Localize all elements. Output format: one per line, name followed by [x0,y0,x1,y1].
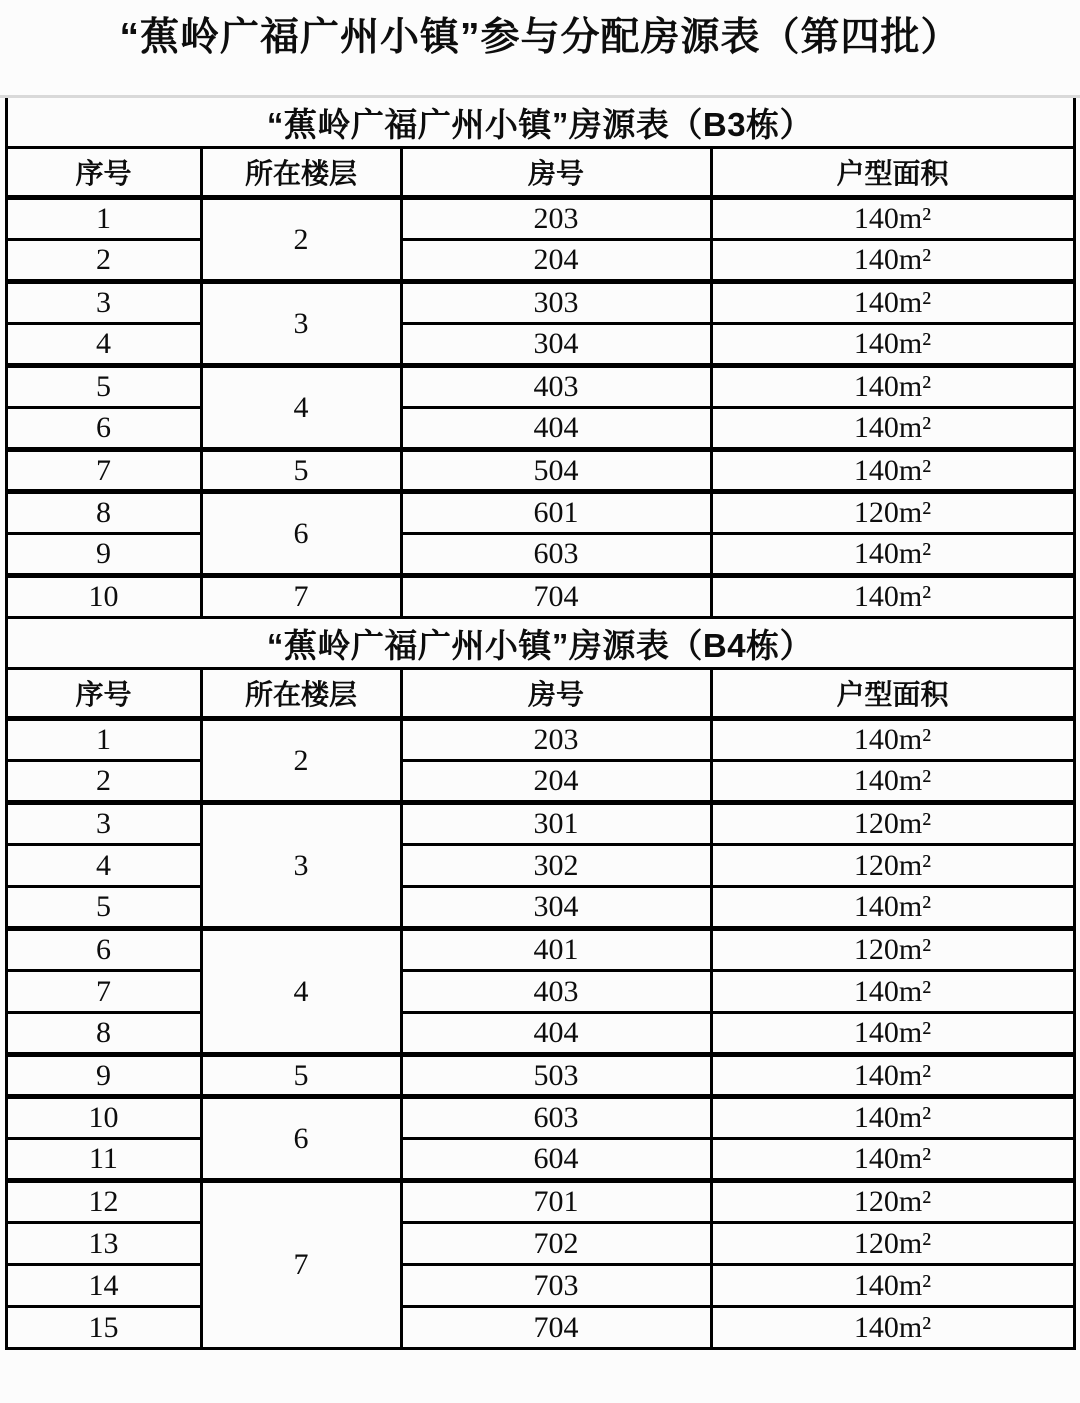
column-header-row [6,669,1074,719]
seq-cell: 4 [6,845,201,887]
room-cell: 302 [401,845,711,887]
table-row [6,240,1074,282]
area-cell: 140m² [711,1055,1074,1097]
room-cell: 603 [401,534,711,576]
area-cell: 120m² [711,803,1074,845]
room-cell: 601 [401,492,711,534]
room-cell: 404 [401,408,711,450]
table-row [6,450,1074,492]
seq-cell: 6 [6,408,201,450]
floor-cell: 3 [201,282,401,366]
area-cell: 140m² [711,366,1074,408]
area-cell: 120m² [711,929,1074,971]
room-cell: 203 [401,198,711,240]
room-cell: 404 [401,1013,711,1055]
area-cell: 120m² [711,845,1074,887]
table-row [6,198,1074,240]
housing-table-b4 [5,616,1076,1350]
seq-cell: 2 [6,761,201,803]
section-title-row [6,618,1074,669]
table-row [6,366,1074,408]
room-cell: 401 [401,929,711,971]
area-cell: 140m² [711,1097,1074,1139]
area-cell: 140m² [711,1307,1074,1349]
table-row [6,1307,1074,1349]
area-cell: 140m² [711,576,1074,618]
table-row [6,1139,1074,1181]
seq-cell: 9 [6,534,201,576]
column-header-row [6,148,1074,198]
room-cell: 603 [401,1097,711,1139]
area-cell: 140m² [711,719,1074,761]
table-row [6,803,1074,845]
room-cell: 304 [401,324,711,366]
seq-cell: 10 [6,576,201,618]
room-cell: 301 [401,803,711,845]
seq-cell: 5 [6,366,201,408]
floor-cell: 4 [201,366,401,450]
area-cell: 140m² [711,282,1074,324]
table-row [6,534,1074,576]
area-cell: 140m² [711,971,1074,1013]
seq-cell: 6 [6,929,201,971]
area-cell: 140m² [711,1265,1074,1307]
area-cell: 140m² [711,1139,1074,1181]
column-header: 所在楼层 [201,669,401,719]
room-cell: 704 [401,1307,711,1349]
room-cell: 304 [401,887,711,929]
column-header: 房号 [401,148,711,198]
seq-cell: 1 [6,719,201,761]
seq-cell: 12 [6,1181,201,1223]
seq-cell: 2 [6,240,201,282]
room-cell: 203 [401,719,711,761]
housing-table-b3 [5,98,1076,619]
room-cell: 604 [401,1139,711,1181]
column-header: 户型面积 [711,669,1074,719]
section-title-b4: “蕉岭广福广州小镇”房源表（B4栋） [6,618,1074,669]
table-row [6,1181,1074,1223]
table-row [6,408,1074,450]
table-row [6,1055,1074,1097]
floor-cell: 5 [201,450,401,492]
seq-cell: 3 [6,282,201,324]
table-row [6,887,1074,929]
seq-cell: 8 [6,1013,201,1055]
room-cell: 403 [401,366,711,408]
column-header: 序号 [6,669,201,719]
seq-cell: 7 [6,971,201,1013]
room-cell: 701 [401,1181,711,1223]
room-cell: 703 [401,1265,711,1307]
floor-cell: 7 [201,1181,401,1349]
table-row [6,1265,1074,1307]
area-cell: 140m² [711,408,1074,450]
room-cell: 303 [401,282,711,324]
floor-cell: 6 [201,1097,401,1181]
room-cell: 702 [401,1223,711,1265]
area-cell: 140m² [711,1013,1074,1055]
floor-cell: 6 [201,492,401,576]
seq-cell: 7 [6,450,201,492]
floor-cell: 4 [201,929,401,1055]
room-cell: 204 [401,761,711,803]
table-row [6,845,1074,887]
seq-cell: 8 [6,492,201,534]
room-cell: 204 [401,240,711,282]
table-row [6,576,1074,618]
section-title-row [6,98,1074,148]
floor-cell: 7 [201,576,401,618]
seq-cell: 15 [6,1307,201,1349]
area-cell: 120m² [711,1223,1074,1265]
page-title: “蕉岭广福广州小镇”参与分配房源表（第四批） [119,16,961,59]
table-row [6,1097,1074,1139]
floor-cell: 5 [201,1055,401,1097]
table-row [6,1223,1074,1265]
table-row [6,761,1074,803]
seq-cell: 4 [6,324,201,366]
floor-cell: 2 [201,719,401,803]
seq-cell: 10 [6,1097,201,1139]
area-cell: 140m² [711,761,1074,803]
table-row [6,282,1074,324]
area-cell: 140m² [711,240,1074,282]
seq-cell: 13 [6,1223,201,1265]
table-row [6,971,1074,1013]
seq-cell: 14 [6,1265,201,1307]
seq-cell: 3 [6,803,201,845]
table-row [6,324,1074,366]
column-header: 户型面积 [711,148,1074,198]
seq-cell: 1 [6,198,201,240]
table-row [6,1013,1074,1055]
area-cell: 140m² [711,534,1074,576]
room-cell: 504 [401,450,711,492]
area-cell: 140m² [711,887,1074,929]
area-cell: 140m² [711,324,1074,366]
table-row [6,929,1074,971]
room-cell: 704 [401,576,711,618]
table-row [6,719,1074,761]
table-row [6,492,1074,534]
section-title-b3: “蕉岭广福广州小镇”房源表（B3栋） [6,98,1074,148]
column-header: 序号 [6,148,201,198]
area-cell: 120m² [711,1181,1074,1223]
room-cell: 503 [401,1055,711,1097]
floor-cell: 3 [201,803,401,929]
floor-cell: 2 [201,198,401,282]
seq-cell: 11 [6,1139,201,1181]
area-cell: 140m² [711,450,1074,492]
seq-cell: 9 [6,1055,201,1097]
room-cell: 403 [401,971,711,1013]
area-cell: 140m² [711,198,1074,240]
area-cell: 120m² [711,492,1074,534]
column-header: 所在楼层 [201,148,401,198]
seq-cell: 5 [6,887,201,929]
column-header: 房号 [401,669,711,719]
